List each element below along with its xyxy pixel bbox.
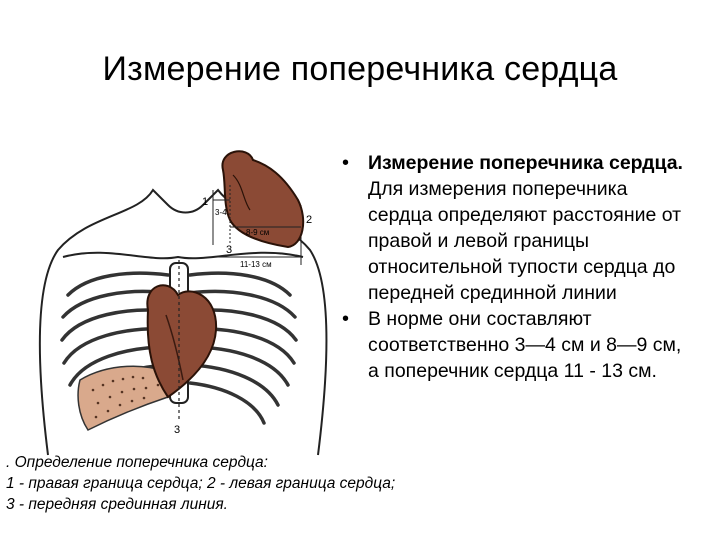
slide-title: Измерение поперечника сердца	[102, 50, 618, 88]
bullet-dot-icon: •	[342, 152, 350, 174]
bullet-item-2	[338, 306, 688, 384]
inset-heart-diagram	[202, 151, 312, 269]
chest-heart-illustration	[18, 145, 338, 465]
svg-text:3-4: 3-4	[215, 208, 227, 217]
bullet-item-1	[338, 150, 688, 306]
svg-text:1: 1	[202, 196, 209, 208]
svg-text:3: 3	[226, 244, 233, 256]
figure-caption	[6, 452, 566, 515]
label-3-bottom: 3	[174, 424, 181, 436]
svg-text:11-13 см: 11-13 см	[240, 260, 272, 269]
bullet-1-text: Для измерения поперечника сердца определяют расстояние от правой и левой границы относительной тупости сердца до передней срединной линии	[368, 178, 682, 304]
svg-text:8-9 см: 8-9 см	[246, 228, 270, 237]
heart-percussion-figure	[18, 145, 338, 465]
svg-text:2: 2	[306, 214, 313, 226]
caption-line-2: 1 - правая граница сердца; 2 - левая граница сердца;	[6, 475, 396, 492]
heart-shape	[147, 285, 216, 397]
bullet-1-bold: Измерение поперечника сердца.	[368, 152, 683, 174]
bullet-2-text: В норме они составляют соответственно 3—4 см и 8—9 см, а поперечник сердца 11 - 13 см.	[368, 308, 682, 382]
bullet-list	[338, 150, 688, 384]
liver-area	[78, 366, 168, 430]
bullet-dot-icon: •	[342, 308, 350, 330]
caption-line-1: . Определение поперечника сердца:	[6, 454, 268, 471]
caption-line-3: 3 - передняя срединная линия.	[6, 496, 228, 513]
